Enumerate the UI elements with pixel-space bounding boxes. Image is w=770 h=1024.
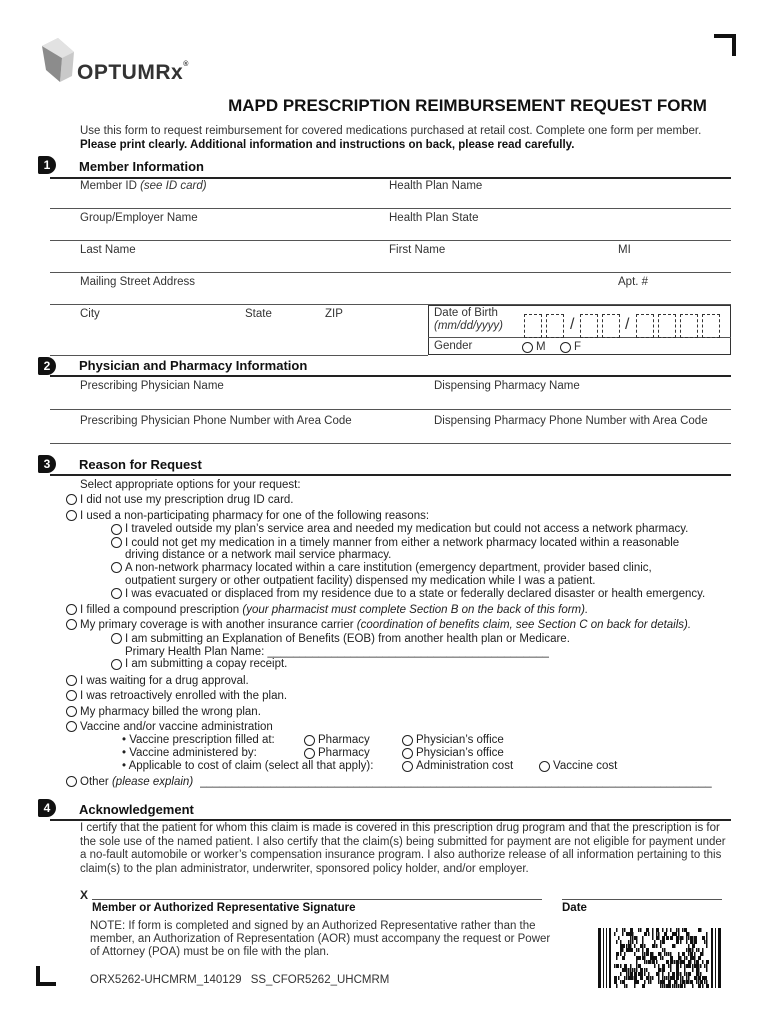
dob-year-box-4[interactable] <box>702 314 720 338</box>
vaccine-admin-pharmacy-label: Pharmacy <box>318 747 370 759</box>
dob-slash-2: / <box>625 316 630 333</box>
apt-label: Apt. # <box>618 276 649 288</box>
acknowledgement-text: I certify that the patient for whom this claim is made is covered in this prescription drug program and that the prescription is for the sole use of the named patient. I also certify that the claim(s) being submitted for payment are not eligible for payment under a no-fault automobile or worker’s compensation insurance program. I also authorize release of all information pertaining to this claim(s) to the plan administrator, underwriter, sponsored policy holder, and/or employer. <box>80 822 726 875</box>
physician-pharmacy-name-field[interactable] <box>50 409 731 410</box>
section-4-rule <box>50 819 731 821</box>
date-label: Date <box>562 902 587 914</box>
form-code-2: SS_CFOR5262_UHCMRM <box>250 974 390 986</box>
optum-logo-icon <box>38 36 78 84</box>
dob-slash-1: / <box>570 316 575 333</box>
mi-label: MI <box>618 244 631 256</box>
section-4-number: 4 <box>38 799 56 817</box>
phone-field[interactable] <box>50 443 731 444</box>
vaccine-filled-label: • Vaccine prescription filled at: <box>122 734 275 746</box>
optumrx-logo <box>38 36 208 86</box>
gender-f-label: F <box>574 341 582 353</box>
reason-primary-radio[interactable] <box>66 619 77 630</box>
brand-name: OPTUMRx® <box>77 61 189 84</box>
date-field[interactable] <box>562 899 722 900</box>
sub-care-radio[interactable] <box>111 562 122 573</box>
vaccine-cost-label: • Applicable to cost of claim (select all that apply): <box>122 760 374 772</box>
section-3-number: 3 <box>38 455 56 473</box>
vaccine-filled-physician-radio[interactable] <box>402 735 413 746</box>
section-2-number: 2 <box>38 357 56 375</box>
section-1-rule <box>50 177 731 179</box>
zip-label: ZIP <box>325 308 343 320</box>
dob-label: Date of Birth <box>434 307 498 319</box>
group-employer-field[interactable] <box>50 240 731 241</box>
vaccine-filled-pharmacy-label: Pharmacy <box>318 734 370 746</box>
reason-billed-label: My pharmacy billed the wrong plan. <box>80 706 261 718</box>
member-id-label: Member ID (see ID card) <box>80 180 207 192</box>
state-label: State <box>245 308 272 320</box>
section-1-number: 1 <box>38 156 56 174</box>
vaccine-admin-physician-radio[interactable] <box>402 748 413 759</box>
reason-vaccine-radio[interactable] <box>66 721 77 732</box>
reason-compound-radio[interactable] <box>66 604 77 615</box>
reason-waiting-radio[interactable] <box>66 675 77 686</box>
section-3-rule <box>50 474 731 476</box>
signature-field[interactable] <box>92 899 542 900</box>
reason-non-participating-radio[interactable] <box>66 510 77 521</box>
health-plan-state-label: Health Plan State <box>389 212 479 224</box>
sub-evacuated-radio[interactable] <box>111 588 122 599</box>
sub-eob-label: I am submitting an Explanation of Benefits (EOB) from another health plan or Medicare. <box>125 633 570 645</box>
dob-year-box-3[interactable] <box>680 314 698 338</box>
group-employer-label: Group/Employer Name <box>80 212 198 224</box>
vaccine-filled-pharmacy-radio[interactable] <box>304 735 315 746</box>
sub-timely-radio[interactable] <box>111 537 122 548</box>
other-explain-field[interactable]: ________________________________________________________________________________ <box>200 776 712 788</box>
gender-f-radio[interactable] <box>560 342 571 353</box>
sub-care-label-cont: outpatient surgery or other outpatient facility) dispensed my medication while I was a patient. <box>125 575 596 587</box>
registration-mark-bottom-left <box>36 966 56 986</box>
form-title: MAPD PRESCRIPTION REIMBURSEMENT REQUEST FORM <box>228 96 707 115</box>
sub-copay-radio[interactable] <box>111 659 122 670</box>
vaccine-admin-pharmacy-radio[interactable] <box>304 748 315 759</box>
sub-traveled-label: I traveled outside my plan’s service area and needed my medication but could not access a network pharmacy. <box>125 523 689 535</box>
reason-other-radio[interactable] <box>66 776 77 787</box>
dob-month-box-1[interactable] <box>524 314 542 338</box>
dob-month-box-2[interactable] <box>546 314 564 338</box>
dob-day-box-2[interactable] <box>602 314 620 338</box>
vaccine-cost-radio[interactable] <box>539 761 550 772</box>
vaccine-cost-option-label: Vaccine cost <box>553 760 618 772</box>
dob-day-box-1[interactable] <box>580 314 598 338</box>
city-label: City <box>80 308 100 320</box>
pharmacy-phone-label: Dispensing Pharmacy Phone Number with Area Code <box>434 415 708 427</box>
reason-instruction: Select appropriate options for your request: <box>80 479 301 491</box>
aor-note: NOTE: If form is completed and signed by an Authorized Representative rather than the member, an Authorization of Representation (AOR) must accompany the request or Power of Attorney (POA) must be on file with the plan. <box>90 920 551 958</box>
reason-waiting-label: I was waiting for a drug approval. <box>80 675 249 687</box>
reason-no-id-radio[interactable] <box>66 494 77 505</box>
member-id-field[interactable] <box>50 208 731 209</box>
physician-phone-label: Prescribing Physician Phone Number with Area Code <box>80 415 352 427</box>
reason-primary-label: My primary coverage is with another insurance carrier (coordination of benefits claim, see Section C on back for details). <box>80 619 692 631</box>
sub-timely-label: I could not get my medication in a timely manner from either a network pharmacy located within a reasonable <box>125 537 680 549</box>
sub-eob-radio[interactable] <box>111 633 122 644</box>
section-2-rule <box>50 375 731 377</box>
section-3-title: Reason for Request <box>79 457 202 472</box>
section-2-title: Physician and Pharmacy Information <box>79 358 308 373</box>
sub-evacuated-label: I was evacuated or displaced from my residence due to a state or federally declared disaster or health emergency. <box>125 588 706 600</box>
gender-label: Gender <box>434 340 473 352</box>
reason-non-participating-label: I used a non-participating pharmacy for one of the following reasons: <box>80 510 430 522</box>
physician-name-label: Prescribing Physician Name <box>80 380 224 392</box>
vaccine-administered-label: • Vaccine administered by: <box>122 747 257 759</box>
pharmacy-name-label: Dispensing Pharmacy Name <box>434 380 580 392</box>
gender-m-label: M <box>536 341 546 353</box>
sub-traveled-radio[interactable] <box>111 524 122 535</box>
admin-cost-radio[interactable] <box>402 761 413 772</box>
first-name-label: First Name <box>389 244 446 256</box>
reason-other-label: Other (please explain) <box>80 776 194 788</box>
section-1-title: Member Information <box>79 159 204 174</box>
reason-billed-radio[interactable] <box>66 706 77 717</box>
dob-year-box-2[interactable] <box>658 314 676 338</box>
dob-year-box-1[interactable] <box>636 314 654 338</box>
reason-compound-label: I filled a compound prescription (your pharmacist must complete Section B on the back of this form). <box>80 604 589 616</box>
admin-cost-label: Administration cost <box>416 760 514 772</box>
dob-format-label: (mm/dd/yyyy) <box>434 320 503 332</box>
reason-no-id-label: I did not use my prescription drug ID card. <box>80 494 294 506</box>
reason-retro-radio[interactable] <box>66 690 77 701</box>
name-field[interactable] <box>50 272 731 273</box>
health-plan-name-label: Health Plan Name <box>389 180 483 192</box>
last-name-label: Last Name <box>80 244 136 256</box>
form-code-1: ORX5262-UHCMRM_140129 <box>90 974 242 986</box>
form-codes <box>90 974 389 986</box>
mailing-address-label: Mailing Street Address <box>80 276 196 288</box>
signature-label: Member or Authorized Representative Signature <box>92 902 356 914</box>
vaccine-filled-physician-label: Physician’s office <box>416 734 504 746</box>
signature-x: X <box>80 888 89 902</box>
sub-timely-label-cont: driving distance or a network mail service pharmacy. <box>125 549 392 561</box>
primary-plan-name-field[interactable]: Primary Health Plan Name: ____________________________________________ <box>125 646 549 658</box>
city-state-zip-field[interactable] <box>50 355 428 356</box>
intro-text: Use this form to request reimbursement for covered medications purchased at retail cost. Complete one form per member. Please print clearly. Additional information and instructions on back, please read carefully. <box>80 125 702 151</box>
sub-care-label: A non-network pharmacy located within a care institution (emergency department, provider based clinic, <box>125 562 652 574</box>
registration-mark-top-right <box>714 34 736 56</box>
sub-copay-label: I am submitting a copay receipt. <box>125 658 288 670</box>
reason-vaccine-label: Vaccine and/or vaccine administration <box>80 721 273 733</box>
vaccine-admin-physician-label: Physician’s office <box>416 747 504 759</box>
section-4-title: Acknowledgement <box>79 802 194 817</box>
gender-m-radio[interactable] <box>522 342 533 353</box>
reason-retro-label: I was retroactively enrolled with the plan. <box>80 690 288 702</box>
pdf417-barcode <box>598 928 722 988</box>
